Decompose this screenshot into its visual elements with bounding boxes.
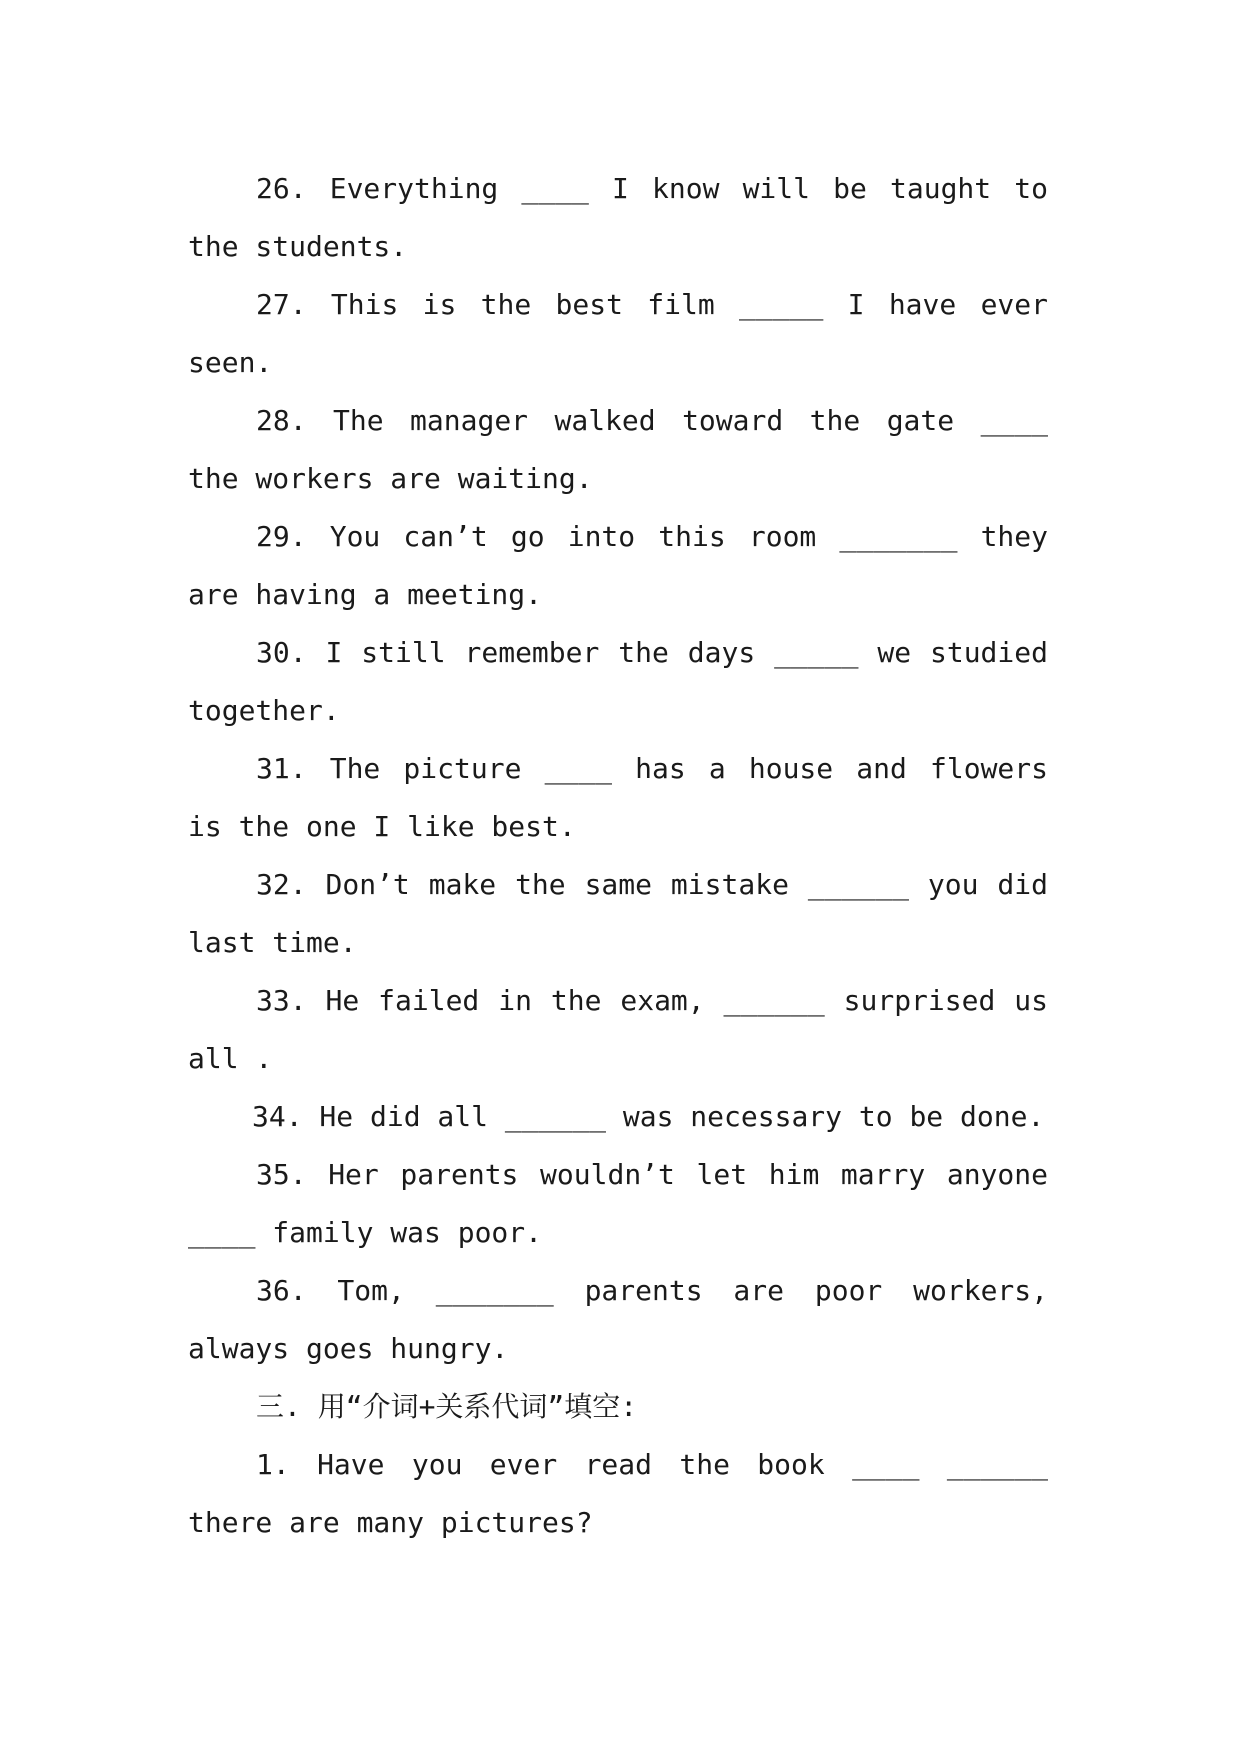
- section-3-question-1: 1. Have you ever read the book ____ ______ there are many pictures?: [188, 1448, 1048, 1539]
- question-26: 26. Everything ____ I know will be taught to the students.: [188, 172, 1048, 263]
- question-31: 31. The picture ____ has a house and flowers is the one I like best.: [188, 752, 1048, 843]
- question-33: 33. He failed in the exam, ______ surprised us all .: [188, 984, 1048, 1075]
- question-32: 32. Don’t make the same mistake ______ you did last time.: [188, 868, 1048, 959]
- worksheet-page: [188, 160, 1048, 1552]
- question-29: 29. You can’t go into this room _______ they are having a meeting.: [188, 520, 1048, 611]
- question-28: 28. The manager walked toward the gate ____ the workers are waiting.: [188, 404, 1048, 495]
- question-30: 30. I still remember the days _____ we studied together.: [188, 636, 1048, 727]
- question-34: 34. He did all ______ was necessary to be done.: [252, 1100, 1045, 1133]
- question-36: 36. Tom, _______ parents are poor workers, always goes hungry.: [188, 1274, 1048, 1365]
- question-27: 27. This is the best film _____ I have ever seen.: [188, 288, 1048, 379]
- question-35: 35. Her parents wouldn’t let him marry anyone ____ family was poor.: [188, 1158, 1048, 1249]
- section-3-heading: 三. 用“介词+关系代词”填空:: [256, 1390, 638, 1423]
